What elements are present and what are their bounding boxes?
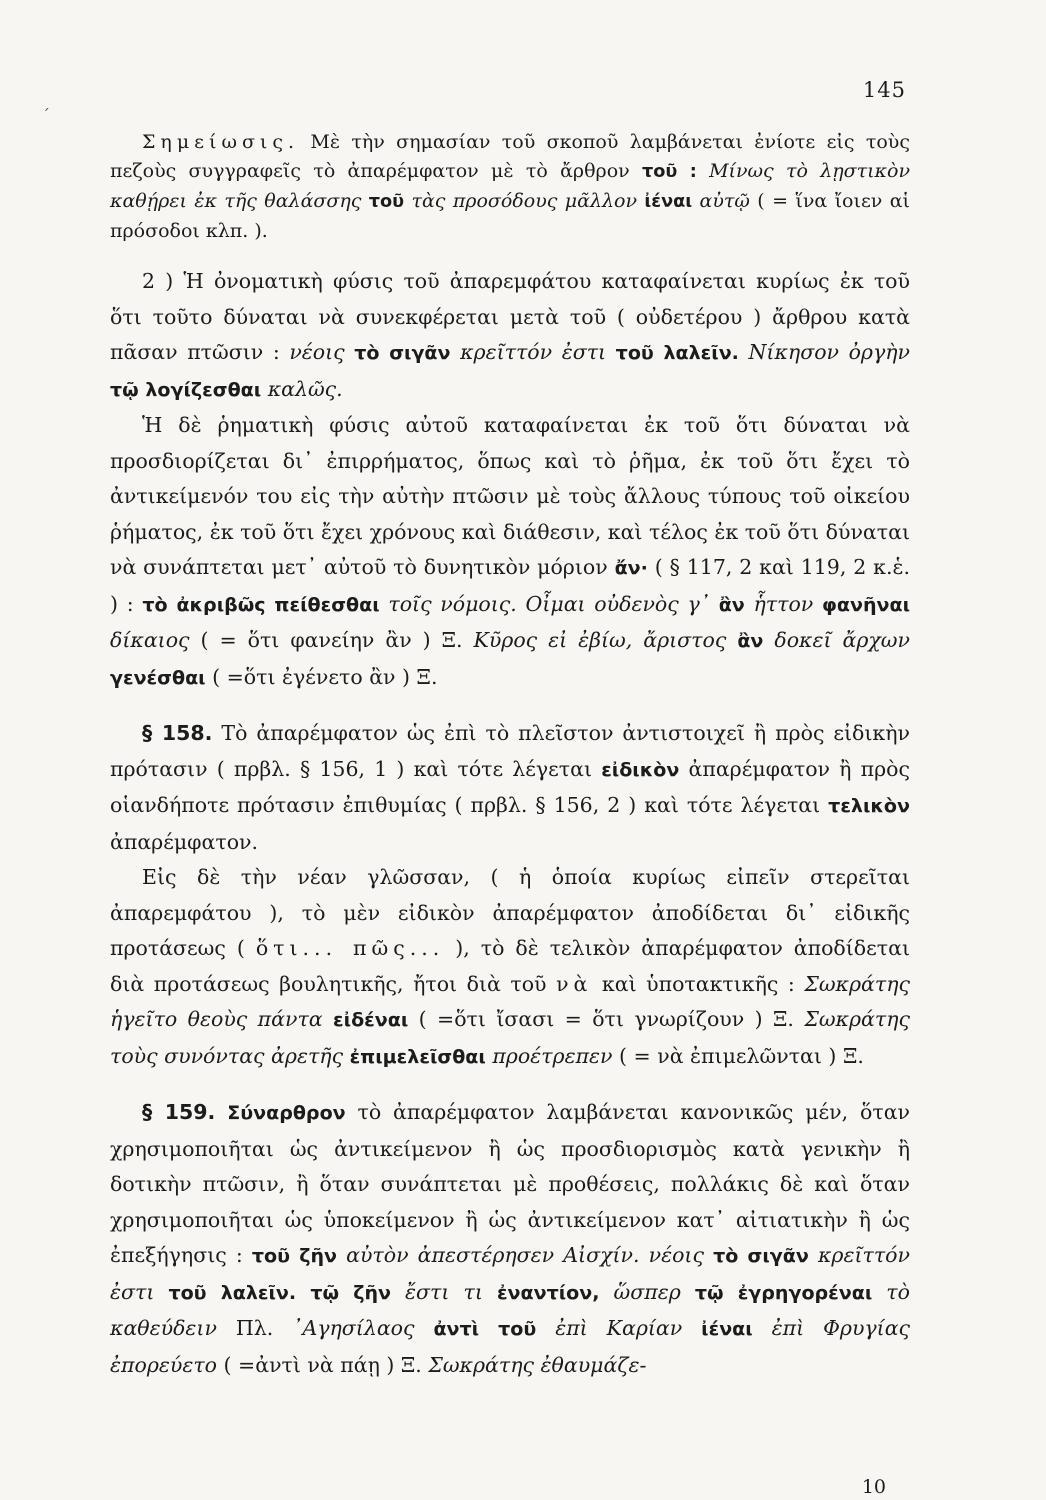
- section-158: § 158. Τὸ ἀπαρέμφατον ὡς ἐπὶ τὸ πλεῖστον ἀντιστοιχεῖ ἢ πρὸς εἰδικὴν πρότασιν ( πρβλ. § 156, 1 ) καὶ τότε λέγεται εἰδικὸν ἀπαρέμφατον ἢ πρὸς οἱανδήποτε πρότασιν ἐπιθυμίας ( πρβλ. § 156, 2 ) καὶ τότε λέγεται τελικὸν ἀπαρέμφατον.: [110, 721, 910, 854]
- paragraph-nominal-nature: 2 ) Ἡ ὀνοματικὴ φύσις τοῦ ἀπαρεμφάτου καταφαίνεται κυρίως ἐκ τοῦ ὅτι τοῦτο δύναται νὰ συνεκφέρεται μετὰ τοῦ ( οὐδετέρου ) ἄρθρου κατὰ πᾶσαν πτῶσιν : νέοις τὸ σιγᾶν κρεῖττόν ἐστι τοῦ λαλεῖν. Νίκησον ὀργὴν τῷ λογίζεσθαι καλῶς.: [110, 269, 910, 401]
- signature-mark: 10: [861, 1476, 886, 1498]
- section-159-heading: § 159.: [142, 1100, 216, 1124]
- section-158-heading: § 158.: [142, 721, 213, 745]
- note-label: Σημείωσις.: [142, 131, 300, 153]
- section-159: § 159. Σύναρθρον τὸ ἀπαρέμφατον λαμβάνεται κανονικῶς μέν, ὅταν χρησιμοποιῆται ὡς ἀντικείμενον ἢ ὡς προσδιορισμὸς κατὰ γενικὴν ἢ δοτικὴν πτῶσιν, ἢ ὅταν συνάπτεται μὲ προθέσεις, πολλάκις δὲ καὶ ὅταν χρησιμοποιῆται ὡς ὑποκείμενον ἢ ὡς ἀντικείμενον κατ᾿ αἰτιατικὴν ἢ ὡς ἐπεξήγησις : τοῦ ζῆν αὐτὸν ἀπεστέρησεν Αἰσχίν. νέοις τὸ σιγᾶν κρεῖττόν ἐστι τοῦ λαλεῖν. τῷ ζῆν ἔστι τι ἐναντίον, ὥσπερ τῷ ἐγρηγορέναι τὸ καθεύδειν Πλ. ᾿Αγησίλαος ἀντὶ τοῦ ἐπὶ Καρίαν ἰέναι ἐπὶ Φρυγίας ἐπορεύετο ( =ἀντὶ νὰ πάῃ ) Ξ. Σωκράτης ἐθαυμάζε-: [110, 1100, 911, 1377]
- note-paragraph: Σημείωσις. Μὲ τὴν σημασίαν τοῦ σκοποῦ λαμβάνεται ἐνίοτε εἰς τοὺς πεζοὺς συγγραφεῖς τὸ ἀπαρέμφατον μὲ τὸ ἄρθρον τοῦ : Μίνως τὸ λῃστικὸν καθῄρει ἐκ τῆς θαλάσσης τοῦ τὰς προσόδους μᾶλλον ἰέναι αὐτῷ ( = ἵνα ἴοιεν αἱ πρόσοδοι κλπ. ).: [110, 131, 911, 242]
- stray-mark: ˊ: [42, 106, 50, 125]
- paragraph-modern-language: Εἰς δὲ τὴν νέαν γλῶσσαν, ( ἡ ὁποία κυρίως εἰπεῖν στερεῖται ἀπαρεμφάτου ), τὸ μὲν εἰδικὸν ἀπαρέμφατον ἀποδίδεται δι᾿ εἰδικῆς προτάσεως ( ὅτι... πῶς... ), τὸ δὲ τελικὸν ἀπαρέμφατον ἀποδίδεται διὰ προτάσεως βουλητικῆς, ἤτοι διὰ τοῦ νὰ καὶ ὑποτακτικῆς : Σωκράτης ἡγεῖτο θεοὺς πάντα εἰδέναι ( =ὅτι ἴσασι = ὅτι γνωρίζουν ) Ξ. Σωκράτης τοὺς συνόντας ἀρετῆς ἐπιμελεῖσθαι προέτρεπεν ( = νὰ ἐπιμελῶνται ) Ξ.: [110, 865, 910, 1068]
- page-number: 145: [862, 78, 906, 102]
- page-body: [110, 128, 910, 1383]
- paragraph-verbal-nature: Ἡ δὲ ῥηματικὴ φύσις αὐτοῦ καταφαίνεται ἐκ τοῦ ὅτι δύναται νὰ προσδιορίζεται δι᾿ ἐπιρρήματος, ὅπως καὶ τὸ ῥῆμα, ἐκ τοῦ ὅτι ἔχει τὸ ἀντικείμενόν του εἰς τὴν αὐτὴν πτῶσιν μὲ τοὺς ἄλλους τύπους τοῦ οἰκείου ῥήματος, ἐκ τοῦ ὅτι ἔχει χρόνους καὶ διάθεσιν, καὶ τέλος ἐκ τοῦ ὅτι δύναται νὰ συνάπτεται μετ᾿ αὐτοῦ τὸ δυνητικὸν μόριον ἄν· ( § 117, 2 καὶ 119, 2 κ.ἑ. ) : τὸ ἀκριβῶς πείθεσθαι τοῖς νόμοις. Οἶμαι οὐδενὸς γ᾿ ἂν ἧττον φανῆναι δίκαιος ( = ὅτι φανείην ἂν ) Ξ. Κῦρος εἰ ἐβίω, ἄριστος ἂν δοκεῖ ἄρχων γενέσθαι ( =ὅτι ἐγένετο ἂν ) Ξ.: [110, 413, 910, 689]
